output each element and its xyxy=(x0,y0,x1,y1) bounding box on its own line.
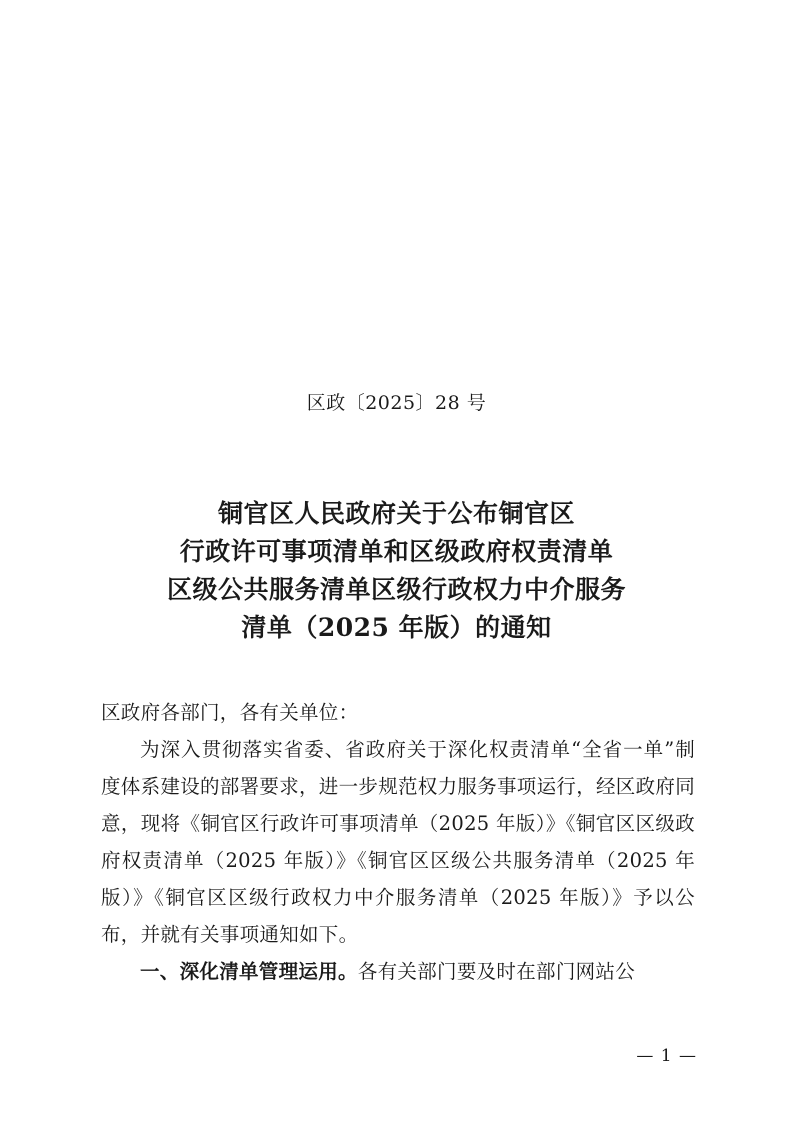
page-number: — 1 — xyxy=(636,1046,697,1066)
title-line-2: 行政许可事项清单和区级政府权责清单 xyxy=(179,537,614,566)
body-paragraph-1: 为深入贯彻落实省委、省政府关于深化权责清单“全省一单”制度体系建设的部署要求，进一步规范权力服务事项运行，经区政府同意，现将《铜官区行政许可事项清单（2025 年版）》《铜官区区级政府权责清单（2025 年版）》《铜官区区级公共服务清单（2025 年版）》《铜官区区级行政权力中介服务清单（2025 年版）》予以公布，并就有关事项通知如下。 xyxy=(101,738,696,946)
document-body xyxy=(101,694,695,990)
title-line-3: 区级公共服务清单区级行政权力中介服务 xyxy=(166,575,626,604)
body-paragraph-2-heading: 一、深化清单管理运用。 xyxy=(140,960,358,983)
body-paragraph-2 xyxy=(101,953,695,990)
salutation: 区政府各部门，各有关单位： xyxy=(101,701,359,724)
body-paragraph-2-text: 各有关部门要及时在部门网站公 xyxy=(357,960,636,983)
title-line-1: 铜官区人民政府关于公布铜官区 xyxy=(217,499,575,528)
document-title xyxy=(96,495,697,647)
document-number: 区政〔2025〕28 号 xyxy=(306,392,487,414)
title-line-4: 清单（2025 年版）的通知 xyxy=(241,613,552,642)
